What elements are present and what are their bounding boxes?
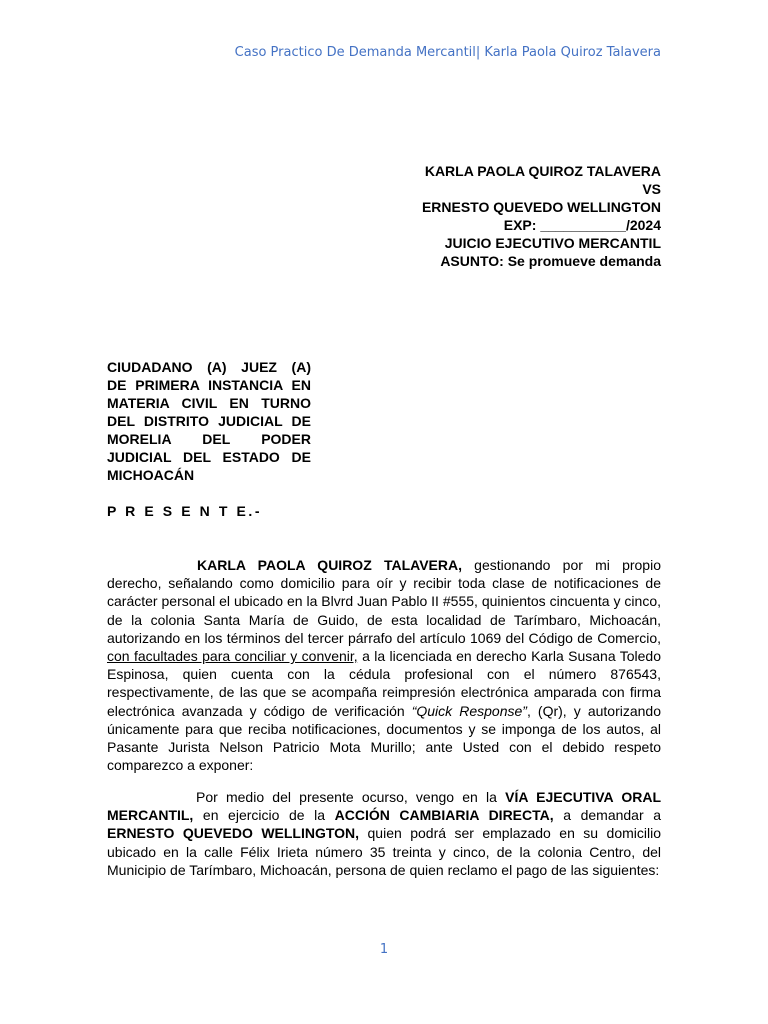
- addressee-line: MATERIA CIVIL EN TURNO: [107, 395, 311, 411]
- paragraph-text: a demandar a: [553, 807, 661, 824]
- subject-line: ASUNTO: Se promueve demanda: [440, 253, 661, 269]
- defendant-name-bold: ERNESTO QUEVEDO WELLINGTON,: [107, 825, 360, 842]
- addressee-line: CIUDADANO (A) JUEZ (A): [107, 359, 311, 375]
- addressee-line: DEL DISTRITO JUDICIAL DE: [107, 413, 311, 429]
- bold-text: VÍA EJECUTIVA ORAL MERCANTIL,: [107, 789, 661, 824]
- paragraph-text: gestionando por mi propio derecho, señalando como domicilio para oír y recibir toda clase de notificaciones de carácter personal el ubicado en la Blvrd Juan Pablo II #555, quinientos cincuenta y cinco, de la colonia Santa María de Guido, de esta localidad de Tarímbaro, Michoacán, autorizando en los términos del tercer párrafo del artículo 1069 del Código de Comercio,: [107, 557, 661, 646]
- addressee-line: DE PRIMERA INSTANCIA EN: [107, 377, 311, 393]
- addressee-line: MORELIA DEL PODER: [107, 431, 311, 447]
- versus-label: VS: [642, 181, 661, 197]
- case-caption: [422, 162, 661, 270]
- italic-text: “Quick Response”: [411, 702, 527, 719]
- plaintiff-name-bold: KARLA PAOLA QUIROZ TALAVERA,: [197, 557, 462, 573]
- page-header: Caso Practico De Demanda Mercantil| Karla Paola Quiroz Talavera: [234, 45, 661, 60]
- trial-type: JUICIO EJECUTIVO MERCANTIL: [444, 235, 661, 251]
- defendant-name: ERNESTO QUEVEDO WELLINGTON: [421, 199, 661, 215]
- paragraph-text: Por medio del presente ocurso, vengo en la: [196, 789, 506, 805]
- bold-text: ACCIÓN CAMBIARIA DIRECTA,: [334, 807, 554, 824]
- claim-paragraph: [107, 788, 661, 879]
- presente-heading: P R E S E N T E.-: [107, 503, 263, 519]
- plaintiff-name: KARLA PAOLA QUIROZ TALAVERA: [424, 163, 661, 179]
- case-file-number: EXP: ___________/2024: [503, 217, 661, 233]
- addressee-line: MICHOACÁN: [107, 467, 195, 483]
- opening-paragraph: [107, 556, 661, 774]
- paragraph-text: a la licenciada en derecho Karla Susana Toledo Espinosa, quien cuenta con la cédula profesional con el número 876543, respectivamente, de las que se acompaña reimpresión electrónica amparada con firma electrónica avanzada y código de verificación: [107, 648, 661, 719]
- page-number: 1: [379, 942, 389, 957]
- underlined-text: con facultades para conciliar y convenir,: [107, 648, 358, 665]
- addressee-line: JUDICIAL DEL ESTADO DE: [107, 449, 311, 465]
- paragraph-text: quien podrá ser emplazado en su domicilio ubicado en la calle Félix Irieta número 35 treinta y cinco, de la colonia Centro, del Municipio de Tarímbaro, Michoacán, persona de quien reclamo el pago de las siguientes:: [107, 825, 661, 878]
- paragraph-text: en ejercicio de la: [193, 807, 335, 824]
- paragraph-text: , (Qr), y autorizando únicamente para que reciba notificaciones, documentos y se imponga de los autos, al Pasante Jurista Nelson Patricio Mota Murillo; ante Usted con el debido respeto comparezco a exponer:: [107, 702, 661, 774]
- addressee-block: [107, 358, 311, 484]
